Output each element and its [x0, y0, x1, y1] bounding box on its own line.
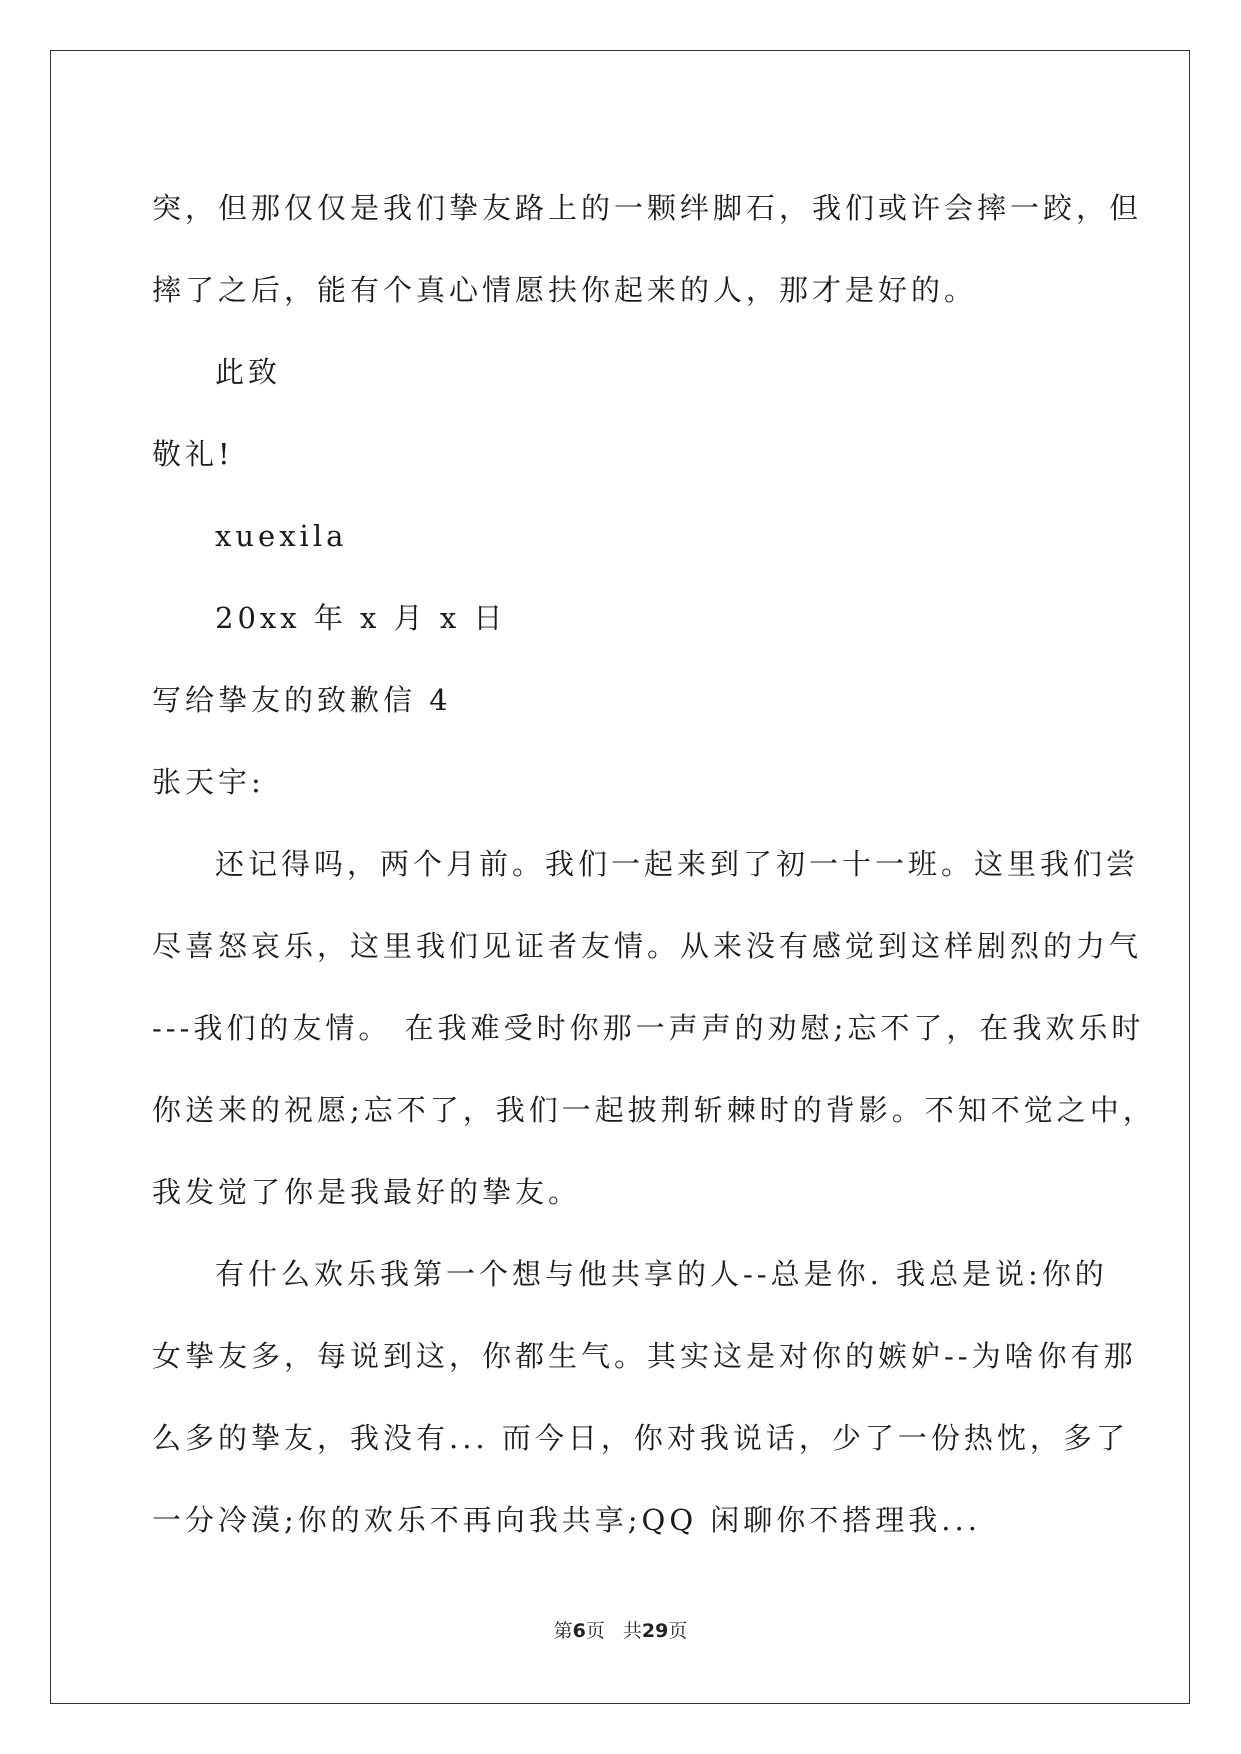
signature: xuexila	[215, 519, 348, 553]
text-line: 突，但那仅仅是我们挚友路上的一颗绊脚石，我们或许会摔一跤，但	[152, 191, 1143, 225]
page-prefix: 第	[553, 1620, 573, 1642]
letter-recipient: 张天宇:	[152, 765, 265, 799]
text-line: 你送来的祝愿;忘不了，我们一起披荆斩棘时的背影。不知不觉之中，	[152, 1093, 1156, 1127]
total-pages: 29	[641, 1620, 669, 1642]
section-heading: 写给挚友的致歉信 4	[152, 683, 452, 717]
letter-date: 20xx 年 x 月 x 日	[215, 601, 507, 635]
document-body	[152, 167, 1156, 1561]
text-line: 尽喜怒哀乐，这里我们见证者友情。从来没有感觉到这样剧烈的力气	[152, 929, 1143, 963]
total-prefix: 共	[622, 1620, 642, 1642]
page-number: 6	[572, 1620, 586, 1642]
text-line: 女挚友多，每说到这，你都生气。其实这是对你的嫉妒--为啥你有那	[152, 1339, 1137, 1373]
text-line: 有什么欢乐我第一个想与他共享的人--总是你. 我总是说:你的	[215, 1257, 1108, 1291]
closing-salutation: 此致	[215, 355, 282, 389]
text-line: 一分冷漠;你的欢乐不再向我共享;QQ 闲聊你不搭理我...	[152, 1503, 981, 1537]
page-footer	[0, 1616, 1241, 1643]
total-suffix: 页	[668, 1620, 688, 1642]
text-line: 么多的挚友，我没有... 而今日，你对我说话，少了一份热忱，多了	[152, 1421, 1129, 1455]
page-suffix: 页	[585, 1620, 605, 1642]
text-line: ---我们的友情。 在我难受时你那一声声的劝慰;忘不了，在我欢乐时	[152, 1011, 1145, 1045]
closing-respect: 敬礼!	[152, 437, 234, 471]
text-line: 还记得吗，两个月前。我们一起来到了初一十一班。这里我们尝	[215, 847, 1140, 881]
text-line: 摔了之后，能有个真心情愿扶你起来的人，那才是好的。	[152, 273, 978, 307]
text-line: 我发觉了你是我最好的挚友。	[152, 1175, 582, 1209]
